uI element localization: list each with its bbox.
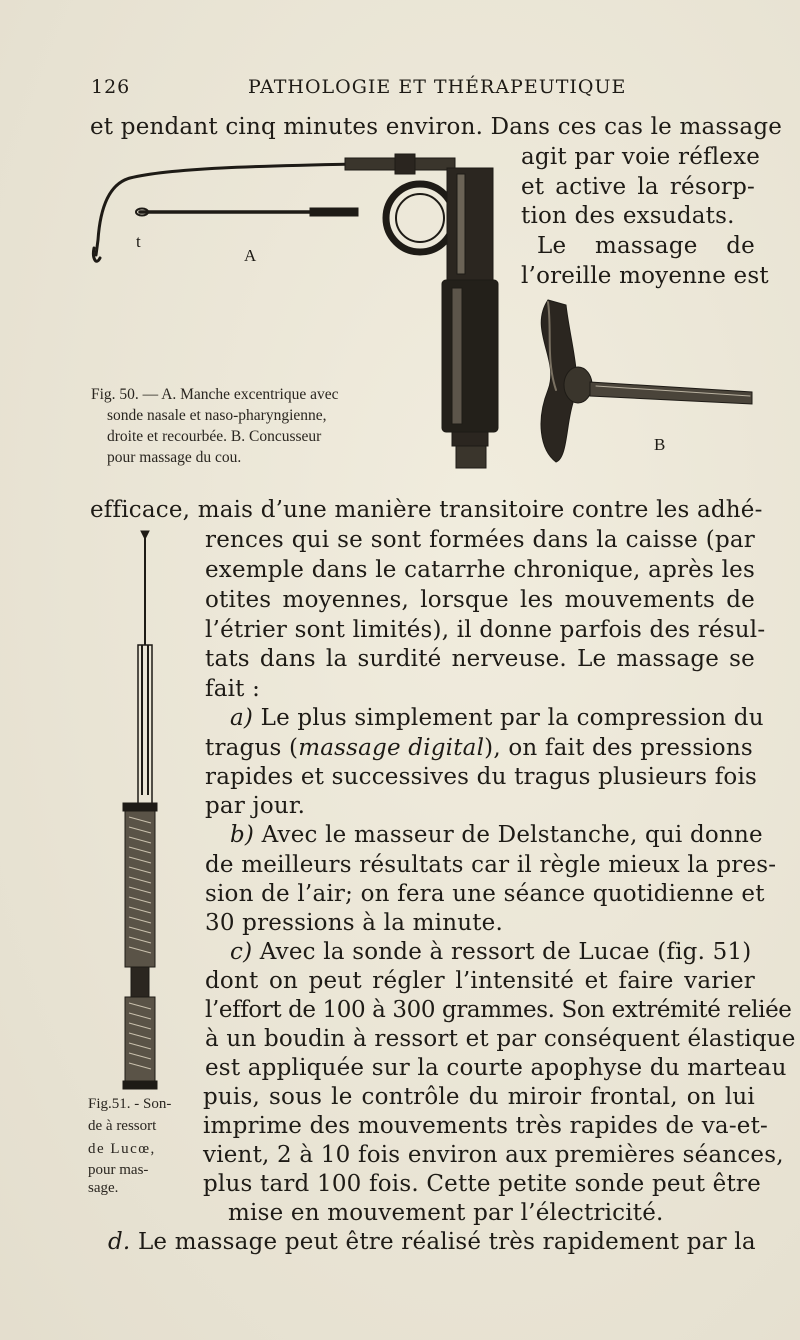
- item-text-b: Avec le masseur de Delstanche, qui donne: [261, 822, 763, 848]
- body-line: rences qui se sont formées dans la caisse (par: [205, 527, 755, 553]
- figure-50-label-t: t: [136, 232, 141, 251]
- item-label-b: b): [230, 822, 255, 848]
- text-span: tragus (: [205, 735, 299, 761]
- body-line: tion des exsudats.: [521, 203, 735, 229]
- item-label-a: a): [230, 705, 254, 731]
- body-line: et pendant cinq minutes environ. Dans ces cas le massage: [90, 114, 783, 140]
- figure-50-caption-line: sonde nasale et naso-pharyngienne,: [107, 407, 327, 424]
- body-line: [205, 735, 753, 761]
- italic-term: massage digital: [298, 735, 485, 761]
- item-text-c: Avec la sonde à ressort de Lucae (fig. 51): [259, 939, 752, 965]
- figure-50-caption-line: pour massage du cou.: [107, 449, 242, 466]
- body-line: otites moyennes, lorsque les mouvements de: [205, 587, 755, 613]
- body-line: mise en mouvement par l’électricité.: [228, 1200, 664, 1226]
- figure-50-caption-line: Fig. 50. — A. Manche excentrique avec: [91, 386, 339, 403]
- item-label-d: d.: [108, 1229, 131, 1255]
- body-line: de meilleurs résultats car il règle mieux la pres-: [205, 852, 777, 878]
- page-number: 126: [91, 76, 131, 98]
- figure-51-caption-line: de à ressort: [88, 1118, 157, 1134]
- figure-51-caption-line: de Lucœ,: [88, 1141, 156, 1157]
- body-line: dont on peut régler l’intensité et faire varier: [205, 968, 755, 994]
- figure-50-label-a: A: [244, 246, 257, 265]
- body-line: fait :: [205, 676, 261, 702]
- body-line: 30 pressions à la minute.: [205, 910, 504, 936]
- figure-51-caption-line: pour mas-: [88, 1162, 149, 1178]
- body-line: l’étrier sont limités), il donne parfois des résul-: [205, 617, 766, 643]
- body-line: agit par voie réflexe: [521, 144, 761, 170]
- figure-50-caption-line: droite et recourbée. B. Concusseur: [107, 428, 322, 445]
- body-line: et active la résorp-: [521, 174, 755, 200]
- figure-51-caption-line: sage.: [88, 1180, 119, 1196]
- body-line: Le massage de: [537, 233, 755, 259]
- item-text-d: Le massage peut être réalisé très rapidement par la: [137, 1229, 756, 1255]
- body-line: tats dans la surdité nerveuse. Le massage se: [205, 646, 755, 672]
- body-line: [230, 939, 751, 965]
- body-line: l’oreille moyenne est: [521, 263, 769, 289]
- body-line: l’effort de 100 à 300 grammes. Son extrémité reliée: [205, 997, 792, 1023]
- body-line: [230, 822, 763, 848]
- figure-51-caption-line: Fig.51. - Son-: [88, 1096, 172, 1112]
- body-line: exemple dans le catarrhe chronique, après les: [205, 557, 755, 583]
- body-line: rapides et successives du tragus plusieurs fois: [205, 764, 758, 790]
- body-line: à un boudin à ressort et par conséquent élastique: [205, 1026, 796, 1052]
- figure-50-label-b: B: [654, 435, 666, 454]
- running-title: PATHOLOGIE ET THÉRAPEUTIQUE: [248, 76, 627, 98]
- body-line: vient, 2 à 10 fois environ aux premières séances,: [203, 1142, 784, 1168]
- body-line: [230, 705, 764, 731]
- text-span: ), on fait des pressions: [484, 735, 753, 761]
- body-line: [108, 1229, 756, 1255]
- item-label-c: c): [230, 939, 253, 965]
- body-line: sion de l’air; on fera une séance quotidienne et: [205, 881, 765, 907]
- body-line: plus tard 100 fois. Cette petite sonde peut être: [203, 1171, 761, 1197]
- item-text-a: Le plus simplement par la compression du: [260, 705, 764, 731]
- figure-51-illustration: [105, 525, 185, 1095]
- body-line: efficace, mais d’une manière transitoire contre les adhé-: [90, 497, 763, 523]
- body-line: puis, sous le contrôle du miroir frontal, on lui: [203, 1084, 755, 1110]
- body-line: imprime des mouvements très rapides de va-et-: [203, 1113, 769, 1139]
- body-line: par jour.: [205, 793, 306, 819]
- body-line: est appliquée sur la courte apophyse du marteau: [205, 1055, 787, 1081]
